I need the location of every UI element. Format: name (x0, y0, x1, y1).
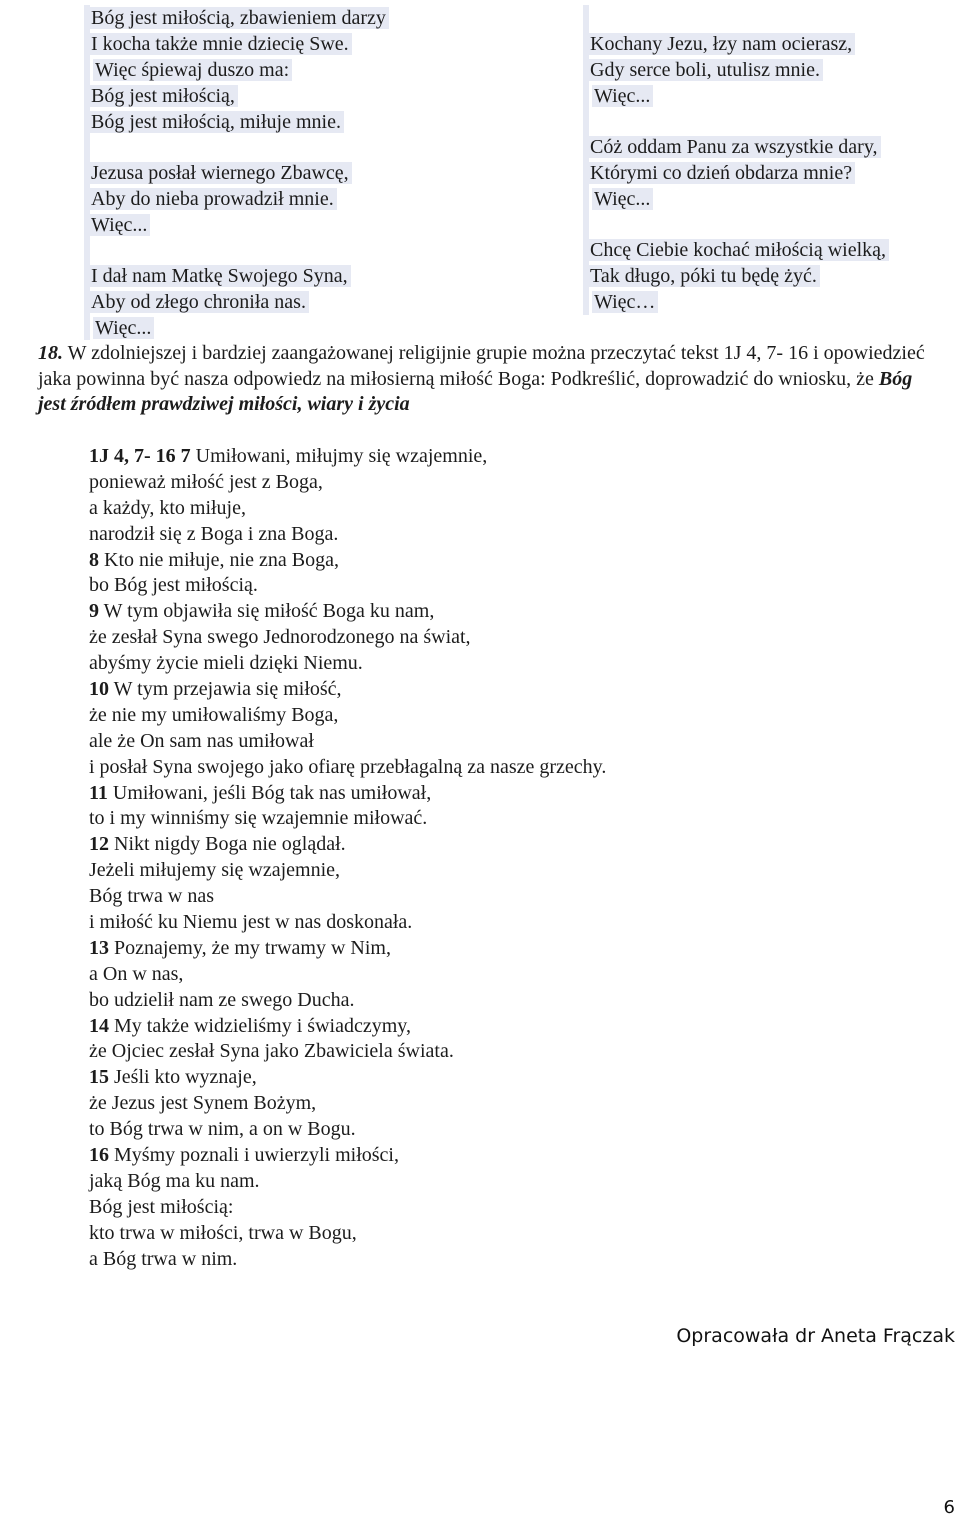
song-line: Więc... (93, 315, 154, 341)
scripture-line (89, 988, 789, 1014)
section-text: W zdolniejszej i bardziej zaangażowanej religijnie grupie można przeczytać tekst 1J 4, 7- 16 i opowiedzieć jaka powinna być nasza odpowiedz na miłosierną miłość Boga: Podkreślić, doprowadzić do wniosku, że (38, 342, 925, 390)
verse-text: Poznajemy, że my trwamy w Nim, (114, 936, 391, 959)
song-line: Więc... (89, 212, 150, 238)
scripture-line (89, 858, 789, 884)
scripture-line (89, 910, 789, 936)
verse-text: że Jezus jest Synem Bożym, (89, 1092, 317, 1115)
scripture-line (89, 703, 789, 729)
page-number: 6 (943, 1497, 955, 1518)
song-line: I kocha także mnie dziecię Swe. (89, 31, 352, 57)
scripture-line (89, 1117, 789, 1143)
verse-text: że Ojciec zesłał Syna jako Zbawiciela świata. (89, 1040, 454, 1063)
song-line: Jezusa posłał wiernego Zbawcę, (89, 160, 352, 186)
verse-text: a Bóg trwa w nim. (89, 1247, 238, 1270)
verse-text: kto trwa w miłości, trwa w Bogu, (89, 1221, 357, 1244)
scripture-line (89, 1195, 789, 1221)
scripture-line (89, 573, 789, 599)
song-line: Cóż oddam Panu za wszystkie dary, (588, 134, 881, 160)
verse-text: Jeśli kto wyznaje, (114, 1066, 257, 1089)
verse-text: Jeżeli miłujemy się wzajemnie, (89, 859, 341, 882)
verse-text: abyśmy życie mieli dzięki Niemu. (89, 652, 363, 675)
scripture-line (89, 936, 789, 962)
section-paragraph (38, 341, 928, 418)
scripture-line (89, 1039, 789, 1065)
scripture-line (89, 832, 789, 858)
scripture-reference: 1J 4, 7- 16 (89, 445, 176, 467)
song-line: Chcę Ciebie kochać miłością wielką, (588, 237, 889, 263)
verse-text: to i my winniśmy się wzajemnie miłować. (89, 807, 428, 830)
verse-text: i posłał Syna swojego jako ofiarę przebłagalną za nasze grzechy. (89, 755, 607, 778)
verse-text: bo udzielił nam ze swego Ducha. (89, 988, 355, 1011)
song-line: I dał nam Matkę Swojego Syna, (89, 263, 351, 289)
song-line: Bóg jest miłością, zbawieniem darzy (89, 5, 389, 31)
song-line: Gdy serce boli, utulisz mnie. (588, 57, 823, 83)
scripture-line (89, 1014, 789, 1040)
scripture-line (89, 1143, 789, 1169)
song-line: Kochany Jezu, łzy nam ocierasz, (588, 31, 855, 57)
scripture-line (89, 470, 789, 496)
song-line: Więc śpiewaj duszo ma: (93, 57, 292, 83)
verse-text: bo Bóg jest miłością. (89, 574, 258, 597)
scripture-line (89, 962, 789, 988)
verse-number: 9 (89, 600, 99, 623)
verse-text: narodził się z Boga i zna Boga. (89, 522, 339, 545)
verse-number: 11 (89, 781, 108, 804)
verse-text: i miłość ku Niemu jest w nas doskonała. (89, 911, 413, 934)
song-line: Którymi co dzień obdarza mnie? (588, 160, 855, 186)
scripture-line (89, 755, 789, 781)
song-line: Bóg jest miłością, (89, 83, 238, 109)
verse-number: 13 (89, 936, 109, 959)
scripture-line (89, 1221, 789, 1247)
verse-text: Kto nie miłuje, nie zna Boga, (104, 548, 339, 571)
scripture-line (89, 444, 789, 470)
verse-text: że zesłał Syna swego Jednorodzonego na świat, (89, 626, 471, 649)
scripture-line (89, 781, 789, 807)
song-line: Bóg jest miłością, miłuje mnie. (89, 109, 344, 135)
scripture-line (89, 548, 789, 574)
scripture-line (89, 522, 789, 548)
section-emphasis: Bóg jest źródłem prawdziwej miłości, wiary i życia (38, 367, 913, 415)
scripture-line (89, 1247, 789, 1273)
verse-text: to Bóg trwa w nim, a on w Bogu. (89, 1118, 356, 1141)
verse-text: ponieważ miłość jest z Boga, (89, 470, 323, 493)
scripture-passage (89, 444, 789, 1273)
scripture-line (89, 651, 789, 677)
scripture-line (89, 625, 789, 651)
verse-text: Bóg jest miłością: (89, 1195, 234, 1218)
song-line: Więc… (592, 289, 658, 315)
scripture-line (89, 1169, 789, 1195)
scripture-line (89, 599, 789, 625)
verse-text: Umiłowani, jeśli Bóg tak nas umiłował, (112, 781, 432, 804)
verse-number: 16 (89, 1144, 109, 1167)
verse-number: 7 (180, 445, 191, 467)
scripture-line (89, 1091, 789, 1117)
verse-text: My także widzieliśmy i świadczymy, (114, 1014, 411, 1037)
verse-text: Myśmy poznali i uwierzyli miłości, (114, 1144, 399, 1167)
song-line: Więc... (592, 186, 653, 212)
scripture-line (89, 496, 789, 522)
scripture-line (89, 806, 789, 832)
section-number: 18. (38, 342, 63, 364)
scripture-line (89, 729, 789, 755)
scripture-line (89, 677, 789, 703)
verse-text: jaką Bóg ma ku nam. (89, 1169, 260, 1192)
verse-text: W tym przejawia się miłość, (113, 678, 342, 701)
verse-text: a On w nas, (89, 962, 184, 985)
verse-text: że nie my umiłowaliśmy Boga, (89, 703, 339, 726)
song-line: Więc... (592, 83, 653, 109)
verse-text: W tym objawiła się miłość Boga ku nam, (103, 600, 435, 623)
verse-text: Bóg trwa w nas (89, 885, 214, 908)
verse-number: 12 (89, 833, 109, 856)
verse-text: ale że On sam nas umiłował (89, 729, 314, 752)
verse-number: 14 (89, 1014, 109, 1037)
author-credit: Opracowała dr Aneta Frączak (676, 1325, 955, 1347)
verse-number: 15 (89, 1066, 109, 1089)
scripture-line (89, 884, 789, 910)
song-line: Tak długo, póki tu będę żyć. (588, 263, 820, 289)
verse-text: Nikt nigdy Boga nie oglądał. (114, 833, 346, 856)
verse-number: 10 (89, 678, 109, 701)
scripture-line (89, 1065, 789, 1091)
song-line: Aby do nieba prowadził mnie. (89, 186, 337, 212)
song-line: Aby od złego chroniła nas. (89, 289, 309, 315)
verse-text: a każdy, kto miłuje, (89, 496, 246, 519)
verse-number: 8 (89, 548, 99, 571)
verse-text: Umiłowani, miłujmy się wzajemnie, (195, 445, 488, 467)
